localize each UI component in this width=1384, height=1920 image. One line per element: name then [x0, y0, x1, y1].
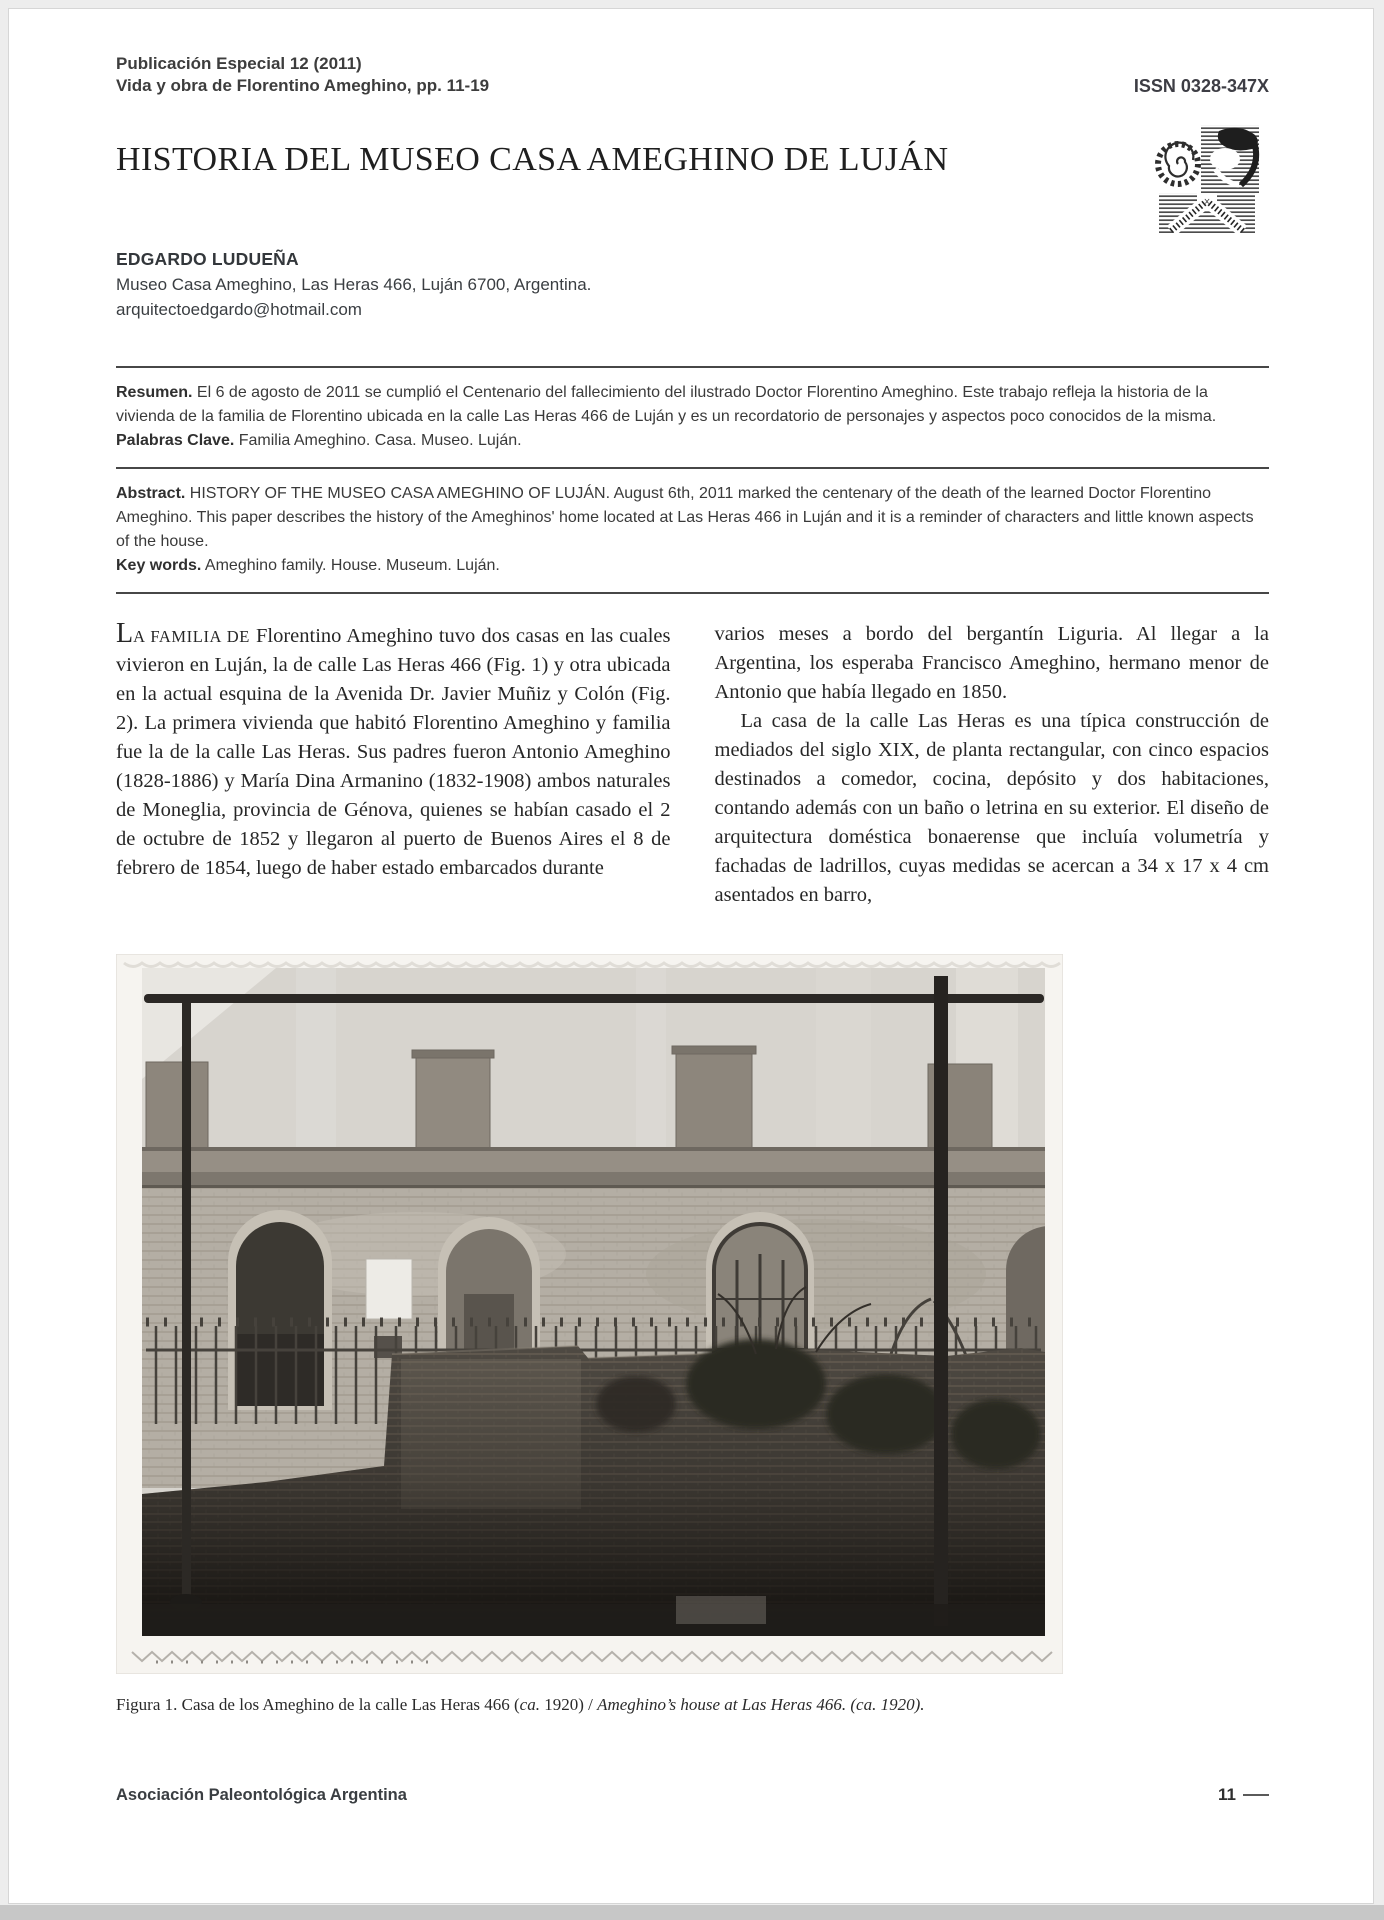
palabras-clave-label: Palabras Clave.	[116, 432, 235, 450]
keywords-label: Key words.	[116, 557, 202, 575]
body-columns	[116, 620, 1269, 910]
lead-smallcaps: A FAMILIA DE	[133, 627, 250, 647]
palabras-clave: Familia Ameghino. Casa. Museo. Luján.	[234, 432, 522, 450]
body-column-left	[116, 620, 671, 910]
viewer-bottom-edge	[0, 1905, 1384, 1920]
divider	[116, 592, 1269, 594]
apa-logo-icon	[1145, 119, 1267, 238]
publication-volume: Vida y obra de Florentino Ameghino, pp. 11-19	[116, 76, 490, 96]
body-right-paragraph-1: varios meses a bordo del bergantín Liguria. Al llegar a la Argentina, los esperaba Francisco Ameghino, hermano menor de Antonio que había llegado en 1850.	[714, 623, 1269, 704]
body-left-text: Florentino Ameghino tuvo dos casas en las cuales vivieron en Luján, la de calle Las Heras 466 (Fig. 1) y otra ubicada en la actual esquina de la Avenida Dr. Javier Muñiz y Colón (Fig. 2). La primera vivienda que habitó Florentino Ameghino y familia fue la de la calle Las Heras. Sus padres fueron Antonio Ameghino (1828-1886) y María Dina Armanino (1832-1908) ambos naturales de Moneglia, provincia de Génova, quienes se habían casado el 2 de octubre de 1852 y llegaron al puerto de Buenos Aires el 8 de febrero de 1854, luego de haber estado embarcados durante	[116, 625, 671, 880]
resumen-text: El 6 de agosto de 2011 se cumplió el Centenario del fallecimiento del ilustrado Doctor Florentino Ameghino. Este trabajo refleja la historia de la vivienda de la familia de Florentino ubicada en la calle Las Heras 466 de Luján y es un recordatorio de personajes y aspectos poco conocidos de la misma.	[116, 384, 1217, 426]
footer-organization: Asociación Paleontológica Argentina	[116, 1785, 407, 1804]
figure-caption: Figura 1. Casa de los Ameghino de la calle Las Heras 466 (ca. 1920) / Ameghino’s house at Las Heras 466. (ca. 1920).	[116, 1695, 925, 1715]
publication-series: Publicación Especial 12 (2011)	[116, 54, 362, 73]
page-footer	[116, 1785, 1269, 1805]
resumen-section	[116, 368, 1269, 467]
lead-initial: L	[116, 618, 134, 650]
page-number-dash	[1243, 1794, 1269, 1796]
abstract-label: Abstract.	[116, 485, 186, 503]
article-title: HISTORIA DEL MUSEO CASA AMEGHINO DE LUJÁN	[116, 141, 949, 179]
keywords: Ameghino family. House. Museum. Luján.	[201, 557, 500, 575]
abstract-section	[116, 469, 1269, 592]
body-column-right	[715, 620, 1270, 910]
author-name: EDGARDO LUDUEÑA	[116, 249, 299, 270]
author-email[interactable]: arquitectoedgardo@hotmail.com	[116, 300, 362, 320]
resumen-label: Resumen.	[116, 384, 193, 402]
publication-header	[116, 53, 1269, 97]
author-affiliation: Museo Casa Ameghino, Las Heras 466, Luján 6700, Argentina.	[116, 275, 592, 295]
document-page	[8, 8, 1374, 1904]
issn-number: ISSN 0328-347X	[1133, 76, 1269, 97]
body-right-paragraph-2: La casa de la calle Las Heras es una típica construcción de mediados del siglo XIX, de planta rectangular, con cinco espacios destinados a comedor, cocina, depósito y dos habitaciones, contando además con un baño o letrina en su exterior. El diseño de arquitectura doméstica bonaerense que incluía volumetría y fachadas de ladrillos, cuyas medidas se acercan a 34 x 17 x 4 cm asentados en barro,	[714, 710, 1269, 907]
page-number: 11	[1218, 1785, 1236, 1804]
author-block	[116, 249, 1269, 320]
abstract-text: HISTORY OF THE MUSEO CASA AMEGHINO OF LUJÁN. August 6th, 2011 marked the centenary of the death of the learned Doctor Florentino Ameghino. This paper describes the history of the Ameghinos' home located at Las Heras 466 in Luján and it is a reminder of characters and little known aspects of the house.	[116, 485, 1254, 551]
figure-1-photo	[116, 954, 1063, 1679]
